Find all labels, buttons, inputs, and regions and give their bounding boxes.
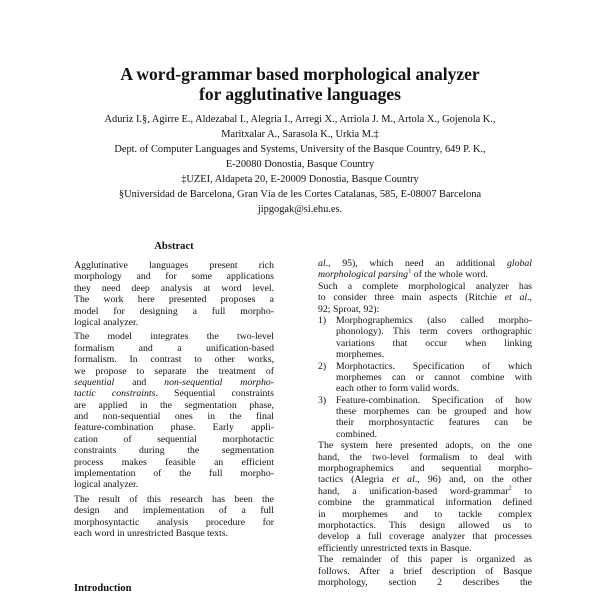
list-number: 2)	[318, 360, 327, 372]
footnote-marker[interactable]: 2	[508, 484, 512, 492]
text-span: tactics (Alegria	[318, 474, 392, 486]
list-number: 3)	[318, 394, 327, 406]
text-line: constraints during the segmentation	[74, 445, 274, 457]
authors-line-1: Aduriz I.§, Agirre E., Aldezabal I., Alegria I., Arregi X., Arriola J. M., Artola X., Gojenola K.,	[104, 114, 496, 125]
text-span: and	[114, 376, 165, 388]
text-line: process makes feasible an efficient	[74, 456, 274, 468]
list-number: 1)	[318, 314, 327, 326]
text-line: feature-combination phase. Early appli-	[74, 422, 274, 434]
text-line	[74, 377, 274, 388]
text-line: variations that occur when linking	[336, 337, 532, 349]
text-line: combine the grammatical information defined	[318, 497, 532, 509]
text-line: cation of sequential morphotactic	[74, 433, 274, 445]
text-line: logical analyzer.	[74, 316, 139, 328]
abstract-paragraph-3	[74, 494, 274, 540]
text-line: logical analyzer.	[74, 479, 139, 491]
footnote-marker[interactable]: 1	[408, 268, 412, 276]
text-line: efficiently unrestricted texts in Basque.	[318, 542, 472, 554]
abstract-paragraph-1	[74, 260, 274, 328]
text-span: .,	[527, 292, 533, 304]
text-line: morphosyntactic analysis procedure for	[74, 516, 274, 528]
abstract-heading: Abstract	[154, 241, 194, 252]
affiliation-1a: Dept. of Computer Languages and Systems, University of the Basque Country, 649 P. K.,	[114, 144, 486, 155]
text-line: The work here presented proposes a	[74, 294, 274, 306]
text-line	[318, 269, 532, 280]
italic-term: tactic constraints	[74, 388, 156, 400]
abstract-body	[74, 260, 274, 539]
text-line: morphology and for some applications	[74, 271, 274, 283]
text-line: their morphosyntactic features can be	[336, 417, 532, 429]
italic-term: al	[318, 258, 326, 269]
text-line	[318, 258, 532, 269]
abstract-paragraph-2	[74, 331, 274, 490]
text-line: and non-sequential ones in the final	[74, 411, 274, 423]
text-line: design and implementation of a full	[74, 505, 274, 517]
text-line: Morphotactics. Specification of which	[336, 360, 532, 372]
text-line: each word in unrestricted Basque texts.	[74, 527, 228, 539]
text-line: The system here presented adopts, on the one	[318, 440, 532, 452]
text-line: morphology, section 2 describes the	[318, 576, 532, 588]
text-line: implementation of the full morpho-	[74, 468, 274, 480]
text-line: Agglutinative languages present rich	[74, 260, 274, 271]
text-line: they need deep analysis at word level.	[74, 282, 274, 294]
text-span: of the whole word.	[411, 269, 488, 281]
text-line: model for designing a full morpho-	[74, 305, 274, 317]
text-line	[318, 474, 532, 485]
affiliation-3: §Universidad de Barcelona, Gran Vía de les Cortes Catalanas, 585, E-08007 Barcelona	[118, 189, 482, 200]
text-line	[74, 388, 274, 399]
text-span: hand, a unification-based word-grammar	[318, 485, 509, 497]
text-line: formalism and a unification-based	[74, 342, 274, 354]
text-line: hand, the two-level formalism to deal with	[318, 451, 532, 463]
paper-title	[0, 64, 600, 104]
italic-term: non-sequential morpho-	[164, 376, 275, 388]
text-line: we propose to separate the treatment of	[74, 365, 274, 377]
contact-email[interactable]: jipgogak@si.ehu.es.	[257, 204, 343, 215]
italic-term: morphological parsing	[318, 269, 409, 281]
italic-term: et al	[504, 292, 528, 304]
authors-line-2: Maritxalar A., Sarasola K., Urkia M.‡	[221, 129, 379, 140]
italic-term: et al	[391, 474, 415, 486]
text-line: morphotactics. This design allowed us to	[318, 519, 532, 531]
affiliation-2: ‡UZEI, Aldapeta 20, E-20009 Donostia, Basque Country	[181, 174, 419, 185]
text-line: 92; Sproat, 92):	[318, 303, 380, 315]
text-line: follows. After a brief description of Basque	[318, 565, 532, 577]
text-line: morphographemics and sequential morpho-	[318, 463, 532, 475]
text-line: The result of this research has been the	[74, 493, 274, 505]
right-column-body	[318, 258, 532, 588]
text-line: Feature-combination. Specification of how	[336, 394, 532, 406]
text-line	[318, 486, 532, 497]
text-line: morphemes can or cannot combine with	[336, 371, 532, 383]
italic-term: global	[506, 258, 532, 269]
text-line	[318, 292, 532, 303]
list-item	[318, 361, 532, 395]
title-line-2: for agglutinative languages	[199, 84, 401, 104]
text-span: to consider three main aspects (Ritchie	[318, 292, 505, 304]
author-block	[0, 112, 600, 217]
list-item	[318, 395, 532, 441]
text-span: ., 95), which need an additional	[325, 258, 507, 269]
introduction-heading: Introduction	[74, 583, 132, 594]
text-line: these morphemes can be grouped and how	[336, 406, 532, 418]
text-span: ., 96) and, on the other	[414, 474, 533, 486]
text-span: . Sequential constraints	[155, 388, 274, 400]
italic-term: sequential	[74, 376, 115, 388]
text-line: develop a full coverage analyzer that processes	[318, 531, 532, 543]
list-item	[318, 315, 532, 361]
text-line: phonology). This term covers orthographic	[336, 326, 532, 338]
text-line: in morphemes and to tackle complex	[318, 508, 532, 520]
title-line-1: A word-grammar based morphological analyzer	[120, 64, 480, 84]
text-span: to	[511, 485, 532, 497]
affiliation-1b: E-20080 Donostia, Basque Country	[225, 159, 375, 170]
text-line: morphemes.	[336, 349, 385, 361]
text-line: are applied in the segmentation phase,	[74, 399, 274, 411]
text-line: The model integrates the two-level	[74, 331, 274, 343]
text-line: formalism. In contrast to other works,	[74, 354, 274, 366]
text-line: combined.	[336, 428, 378, 440]
text-line: The remainder of this paper is organized as	[318, 554, 532, 566]
text-line: Morphographemics (also called morpho-	[336, 314, 532, 326]
text-line: Such a complete morphological analyzer has	[318, 280, 532, 292]
text-line: each other to form valid words.	[336, 383, 459, 395]
